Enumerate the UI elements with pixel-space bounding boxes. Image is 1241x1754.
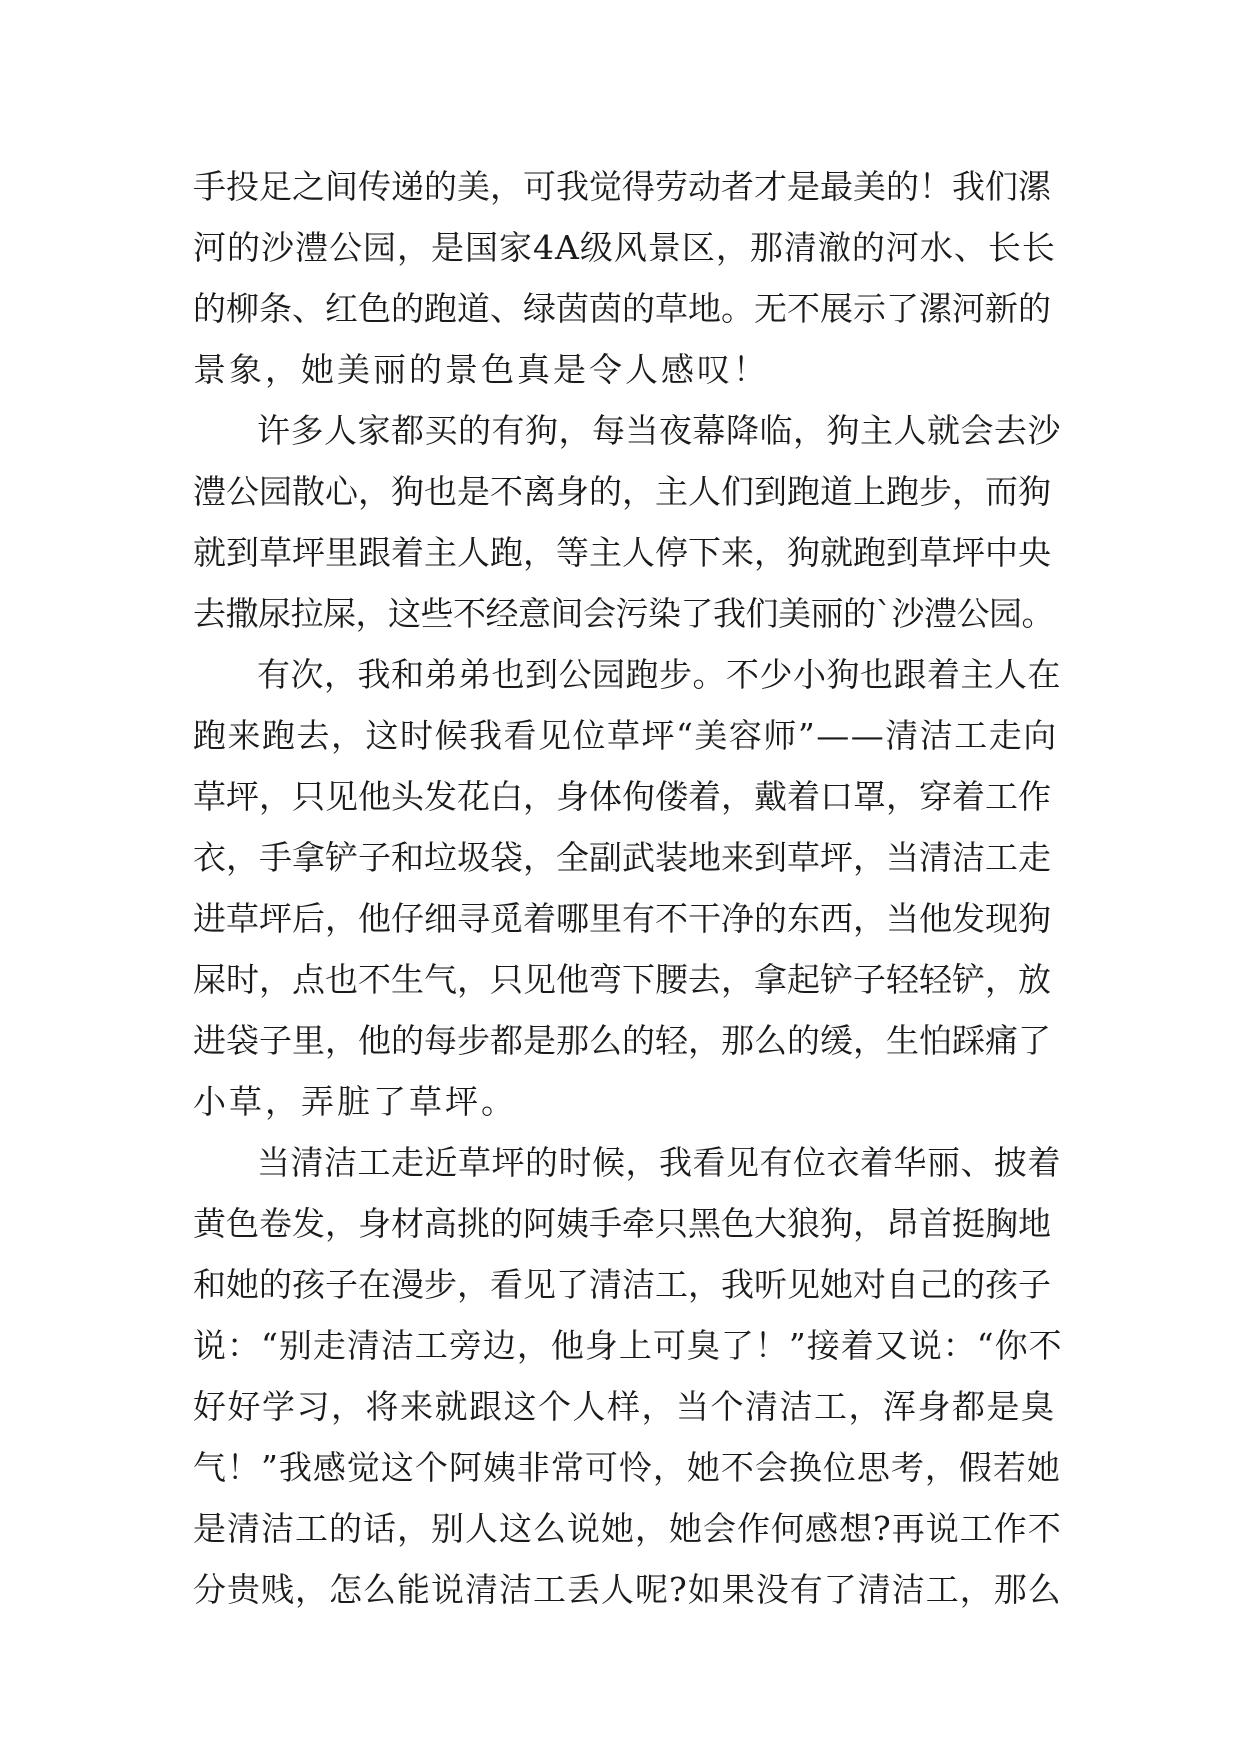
text-line: 河的沙澧公园，是国家4A级风景区，那清澈的河水、长长 bbox=[193, 228, 1056, 267]
text-line: 小草，弄脏了草坪。 bbox=[193, 1082, 517, 1121]
text-line: 说：“别走清洁工旁边，他身上可臭了！”接着又说：“你不 bbox=[193, 1326, 1063, 1365]
text-line: 屎时，点也不生气，只见他弯下腰去，拿起铲子轻轻铲，放 bbox=[193, 960, 1051, 999]
essay-body-text bbox=[193, 156, 1063, 1620]
text-line: 是清洁工的话，别人这么说她，她会作何感想?再说工作不 bbox=[193, 1509, 1062, 1548]
text-line: 跑来跑去，这时候我看见位草坪“美容师”——清洁工走向 bbox=[193, 716, 1058, 755]
text-line: 分贵贱，怎么能说清洁工丢人呢?如果没有了清洁工，那么 bbox=[193, 1570, 1062, 1609]
text-line: 草坪，只见他头发花白，身体佝偻着，戴着口罩，穿着工作 bbox=[193, 777, 1051, 816]
text-line: 就到草坪里跟着主人跑，等主人停下来，狗就跑到草坪中央 bbox=[193, 533, 1051, 572]
text-line: 好好学习，将来就跟这个人样，当个清洁工，浑身都是臭 bbox=[193, 1387, 1056, 1426]
text-line: 气！”我感觉这个阿姨非常可怜，她不会换位思考，假若她 bbox=[193, 1448, 1061, 1487]
paragraph-first-line: 当清洁工走近草坪的时候，我看见有位衣着华丽、披着 bbox=[257, 1143, 1061, 1182]
text-line: 和她的孩子在漫步，看见了清洁工，我听见她对自己的孩子 bbox=[193, 1265, 1051, 1304]
text-line: 进草坪后，他仔细寻觅着哪里有不干净的东西，当他发现狗 bbox=[193, 899, 1051, 938]
text-line: 景象，她美丽的景色真是令人感叹！ bbox=[193, 350, 769, 389]
text-line: 黄色卷发，身材高挑的阿姨手牵只黑色大狼狗，昂首挺胸地 bbox=[193, 1204, 1051, 1243]
text-line: 进袋子里，他的每步都是那么的轻，那么的缓，生怕踩痛了 bbox=[193, 1021, 1051, 1060]
text-line: 衣，手拿铲子和垃圾袋，全副武装地来到草坪，当清洁工走 bbox=[193, 838, 1051, 877]
paragraph-first-line: 有次，我和弟弟也到公园跑步。不少小狗也跟着主人在 bbox=[257, 655, 1061, 694]
text-line: 去撒尿拉屎，这些不经意间会污染了我们美丽的`沙澧公园。 bbox=[193, 594, 1054, 633]
text-line: 手投足之间传递的美，可我觉得劳动者才是最美的！我们漯 bbox=[193, 167, 1051, 206]
paragraph-first-line: 许多人家都买的有狗，每当夜幕降临，狗主人就会去沙 bbox=[257, 411, 1061, 450]
text-line: 澧公园散心，狗也是不离身的，主人们到跑道上跑步，而狗 bbox=[193, 472, 1051, 511]
text-line: 的柳条、红色的跑道、绿茵茵的草地。无不展示了漯河新的 bbox=[193, 289, 1051, 328]
